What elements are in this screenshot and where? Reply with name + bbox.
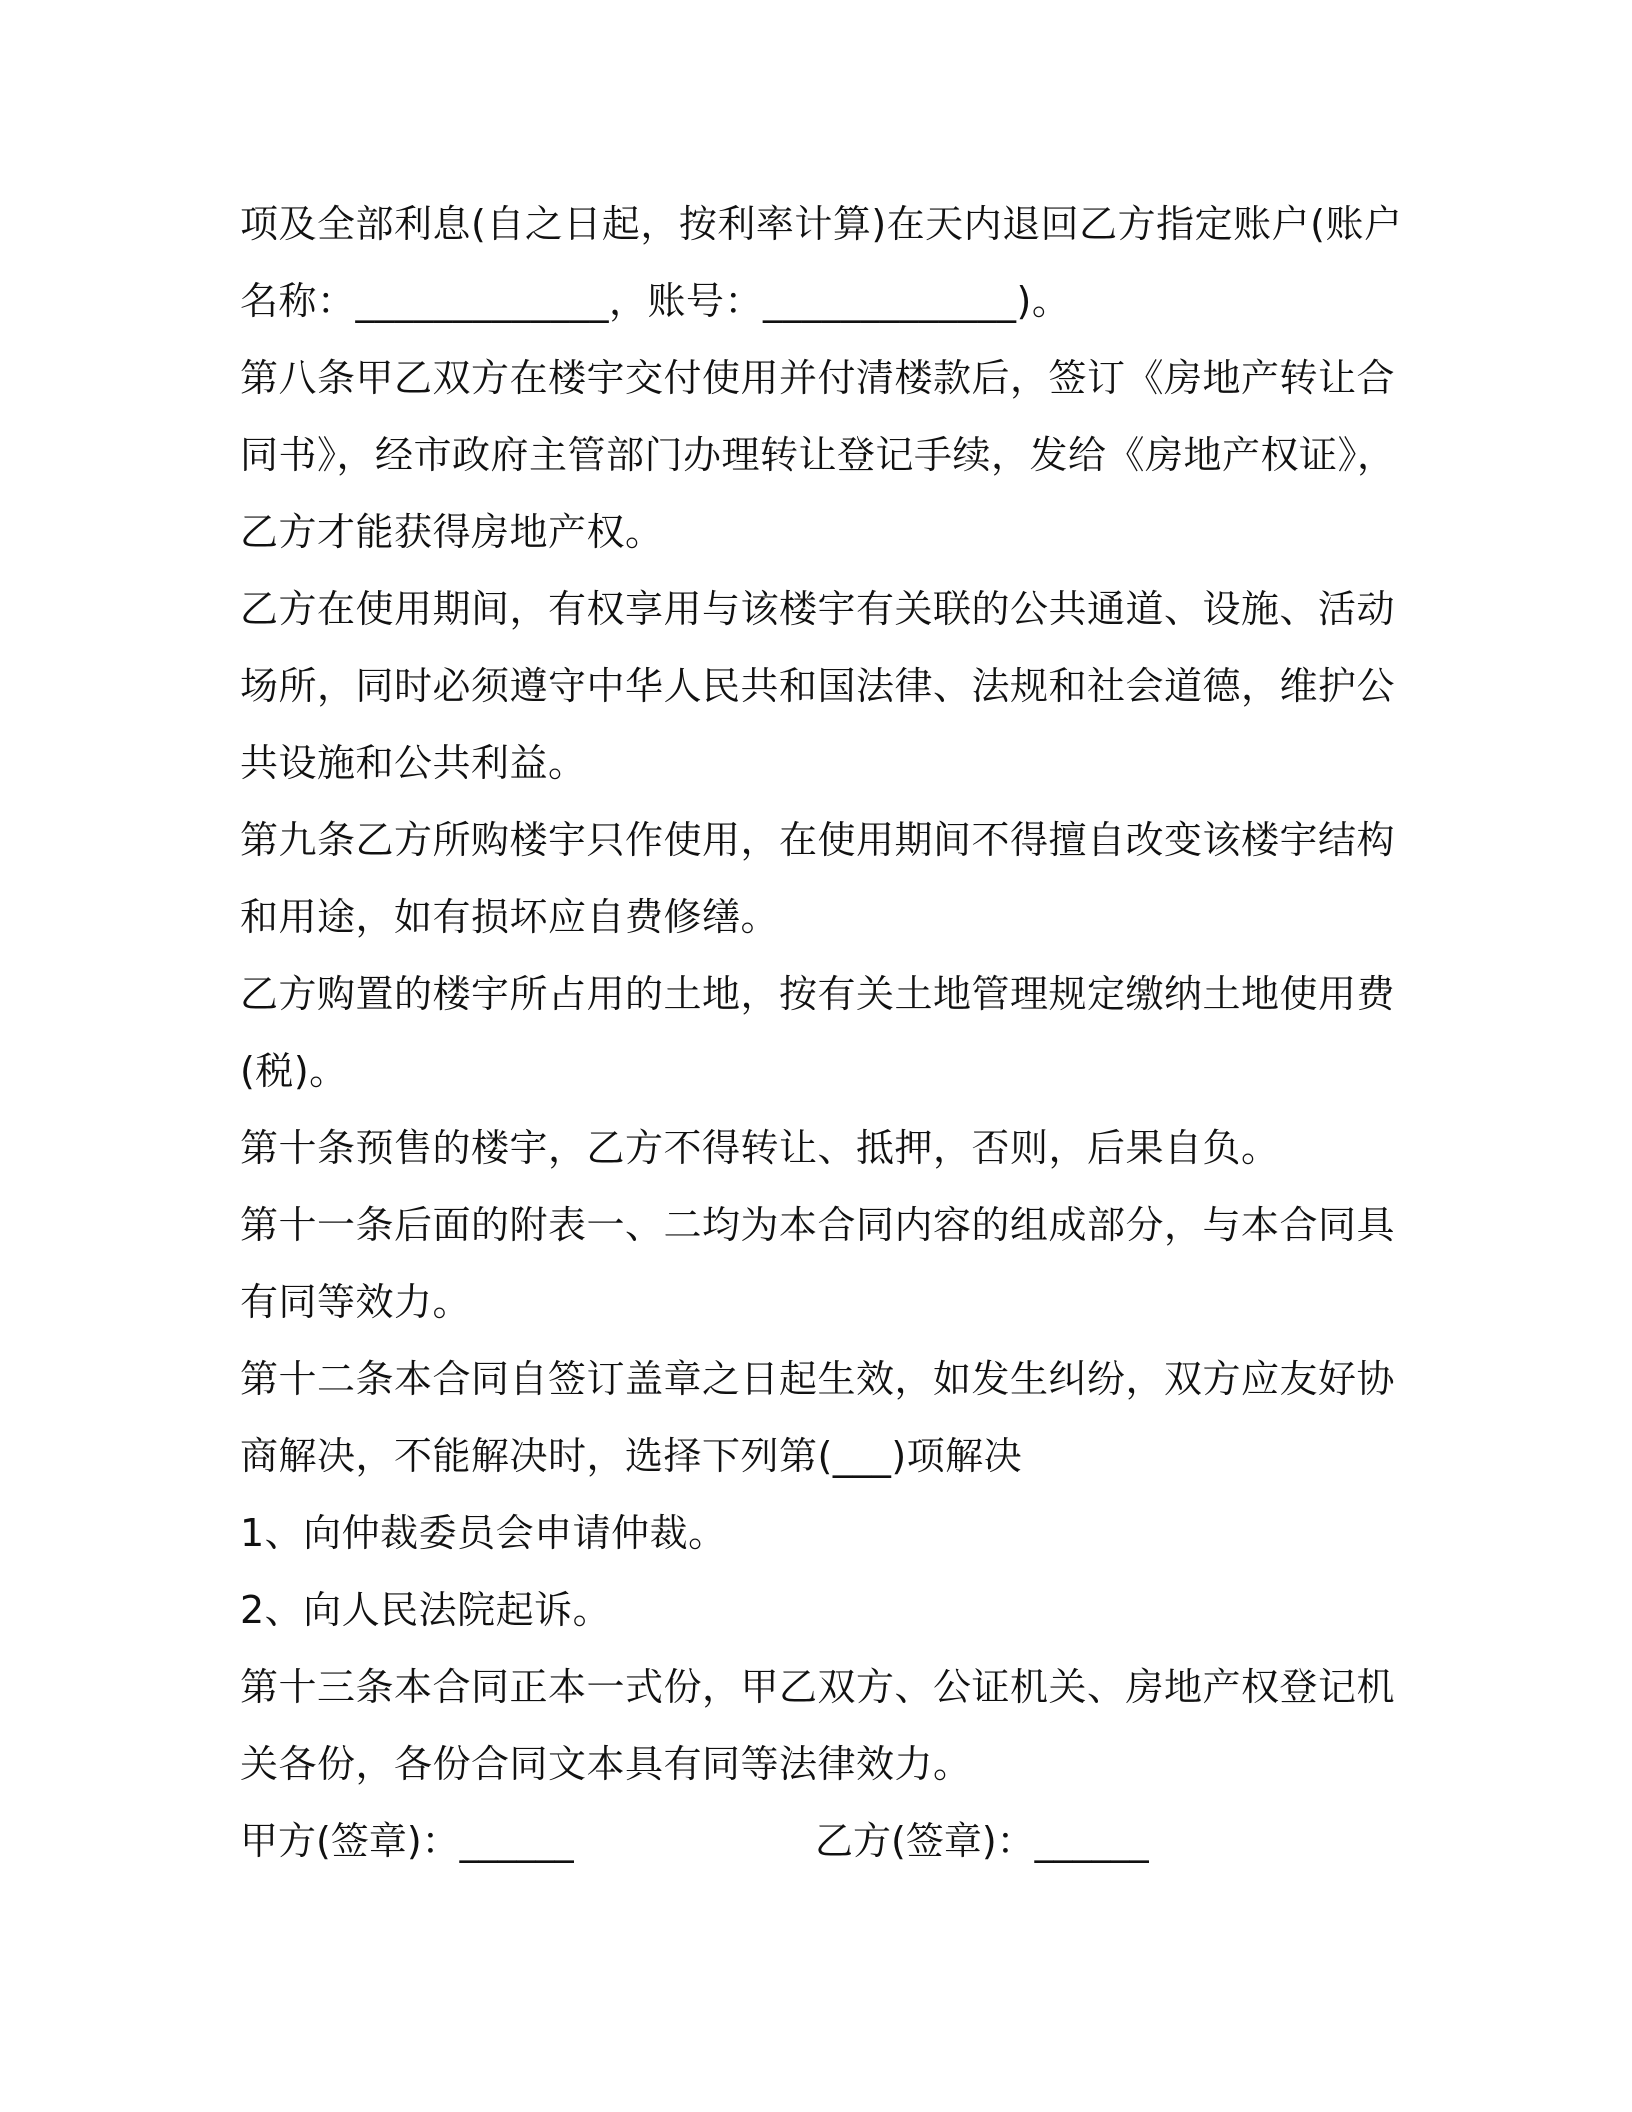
text-line: 项及全部利息(自之日起，按利率计算)在天内退回乙方指定账户(账户 [240, 202, 1403, 246]
text-line: 共设施和公共利益。 [240, 741, 587, 785]
text-line: 乙方在使用期间，有权享用与该楼宇有关联的公共通道、设施、活动 [240, 587, 1396, 631]
text-line: 同书》，经市政府主管部门办理转让登记手续，发给《房地产权证》， [240, 433, 1396, 477]
party-a-signature: 甲方(签章)：______ [240, 1819, 574, 1863]
text-line: 第十三条本合同正本一式份，甲乙双方、公证机关、房地产权登记机 [240, 1665, 1396, 1709]
text-line: 第十一条后面的附表一、二均为本合同内容的组成部分，与本合同具 [240, 1203, 1396, 1247]
text-line: 第十二条本合同自签订盖章之日起生效，如发生纠纷，双方应友好协 [240, 1357, 1396, 1401]
text-line: 有同等效力。 [240, 1280, 472, 1324]
text-line: 乙方购置的楼宇所占用的土地，按有关土地管理规定缴纳土地使用费 [240, 972, 1396, 1016]
party-b-signature: 乙方(签章)：______ [815, 1819, 1149, 1863]
text-line: (税)。 [240, 1049, 348, 1093]
text-line: 第九条乙方所购楼宇只作使用，在使用期间不得擅自改变该楼宇结构 [240, 818, 1396, 862]
text-line: 2、向人民法院起诉。 [240, 1588, 612, 1632]
text-line: 1、向仲裁委员会申请仲裁。 [240, 1511, 727, 1555]
text-line: 名称：_____________，账号：_____________)。 [240, 279, 1071, 323]
document-page [240, 186, 1403, 1880]
text-line: 关各份，各份合同文本具有同等法律效力。 [240, 1742, 972, 1786]
text-line: 乙方才能获得房地产权。 [240, 510, 664, 554]
text-line: 商解决，不能解决时，选择下列第(___)项解决 [240, 1434, 1023, 1478]
text-line: 场所，同时必须遵守中华人民共和国法律、法规和社会道德，维护公 [240, 664, 1396, 708]
text-line: 和用途，如有损坏应自费修缮。 [240, 895, 780, 939]
signature-row [240, 1803, 1380, 1880]
text-line: 第八条甲乙双方在楼宇交付使用并付清楼款后，签订《房地产转让合 [240, 356, 1396, 400]
text-line: 第十条预售的楼宇，乙方不得转让、抵押，否则，后果自负。 [240, 1126, 1280, 1170]
